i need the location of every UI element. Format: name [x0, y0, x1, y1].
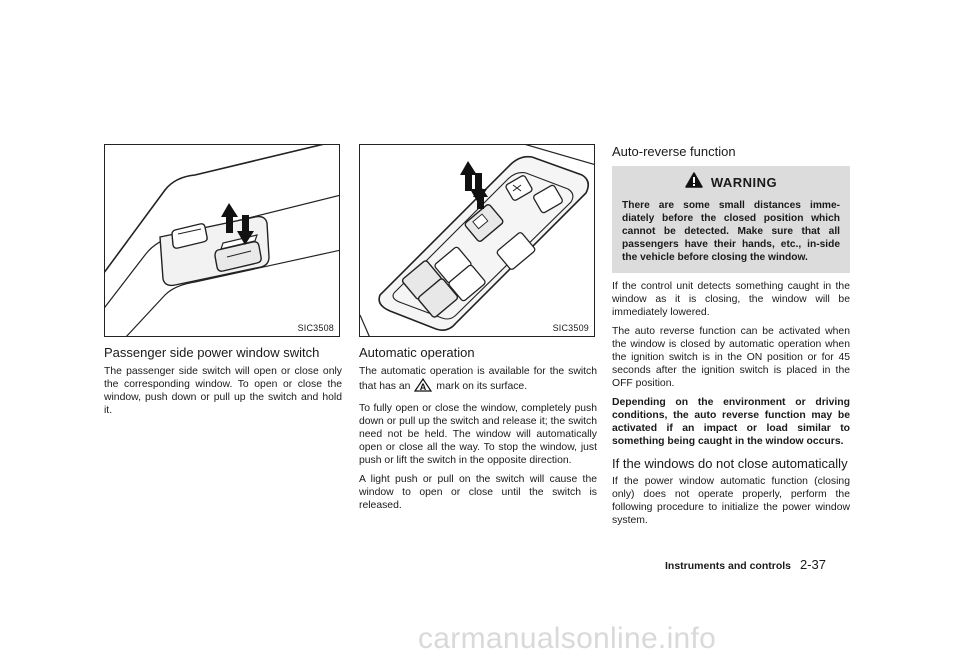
paragraph-text-after-icon: mark on its surface. [436, 380, 528, 392]
figure-id: SIC3508 [297, 323, 334, 333]
section-heading: If the windows do not close automatically [612, 455, 848, 471]
auto-mark-icon [413, 378, 433, 396]
column-right [612, 144, 850, 533]
body-paragraph: To fully open or close the window, completely push down or pull up the switch and release it; the switch need not be held. The window will automatically open or close all the way. To stop the window, just push or lift the switch in the opposite direction. [359, 402, 597, 466]
figure-automatic-switch [359, 144, 595, 337]
svg-text:A: A [420, 381, 427, 392]
figure-passenger-switch [104, 144, 340, 337]
footer-section-title: Instruments and controls [665, 560, 792, 572]
column-middle [359, 144, 597, 518]
body-paragraph: The passenger side switch will open or close only the corresponding window. To open or close the window, push down or pull up the switch and hold it. [104, 365, 342, 416]
body-paragraph: If the control unit detects something caught in the window as it is closing, the window will be immediately lowered. [612, 280, 850, 318]
paragraph-text-before-icon: The automatic operation is available for the switch that has an [359, 365, 597, 392]
column-left [104, 144, 342, 423]
warning-title: WARNING [710, 174, 778, 190]
passenger-switch-illustration [105, 145, 340, 337]
warning-text: There are some small distances imme-diately before the closed position which cannot be detected. Make sure that all passengers have their hands, etc., in-side the vehicle before closing the window. [622, 199, 840, 264]
section-heading: Automatic operation [359, 345, 475, 360]
body-paragraph: The auto reverse function can be activated when the window is closed by automatic operation when the ignition switch is in the ON position or for 45 seconds after the ignition switch is placed in the OFF position. [612, 325, 850, 389]
master-switch-illustration [360, 145, 595, 337]
page-number: 2-37 [799, 557, 826, 572]
section-heading: Passenger side power window switch [104, 345, 320, 360]
body-paragraph: A light push or pull on the switch will cause the window to open or close until the switch is released. [359, 473, 597, 511]
section-heading: Auto-reverse function [612, 144, 736, 159]
warning-triangle-icon [685, 172, 703, 193]
body-paragraph [359, 365, 597, 396]
figure-id: SIC3509 [552, 323, 589, 333]
warning-box [612, 166, 850, 273]
warning-header [622, 172, 840, 193]
body-paragraph: If the power window automatic function (closing only) does not operate properly, perform the following procedure to initialize the power window system. [612, 476, 850, 527]
page-footer [665, 557, 826, 572]
watermark: carmanualsonline.info [418, 622, 717, 655]
bold-paragraph: Depending on the environment or driving conditions, the auto reverse function may be activated if an impact or load similar to something being caught in the window occurs. [612, 396, 850, 447]
